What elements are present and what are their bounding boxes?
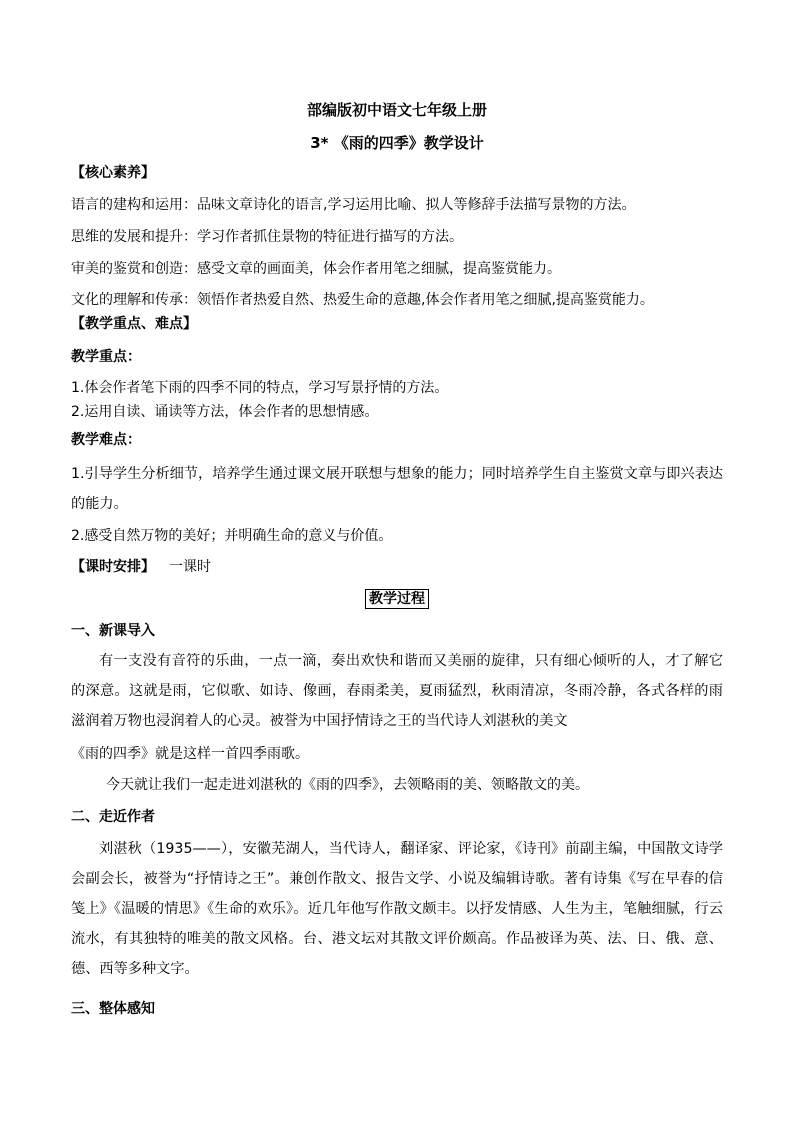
section-1-paragraph-1-tail: 《雨的四季》就是这样一首四季雨歌。 <box>71 746 309 762</box>
section-1-heading: 一、新课导入 <box>71 623 155 639</box>
section-1-paragraph-2: 今天就让我们一起走进刘湛秋的《雨的四季》，去领略雨的美、领略散文的美。 <box>106 777 589 793</box>
difficult-point-2: 2.感受自然万物的美好；并明确生命的意义与价值。 <box>71 528 393 544</box>
key-points-label: 教学重点： <box>71 349 141 365</box>
core-literacy-heading: 【核心素养】 <box>71 165 155 181</box>
core-item-aesthetic: 审美的鉴赏和创造：感受文章的画面美，体会作者用笔之细腻，提高鉴赏能力。 <box>71 261 561 277</box>
teaching-process-row <box>0 589 794 609</box>
schedule-heading: 【课时安排】 <box>71 559 155 575</box>
schedule-value: 一课时 <box>169 559 211 575</box>
schedule-row <box>71 557 723 577</box>
document-title: 部编版初中语文七年级上册 <box>306 101 487 119</box>
focus-heading: 【教学重点、难点】 <box>71 316 197 332</box>
core-item-language: 语言的建构和运用：品味文章诗化的语言,学习运用比喻、拟人等修辞手法描写景物的方法。 <box>71 197 636 213</box>
difficult-point-1: 1.引导学生分析细节，培养学生通过课文展开联想与想象的能力；同时培养学生自主鉴赏文章与即兴表达的能力。 <box>71 466 723 512</box>
key-point-2: 2.运用自读、诵读等方法，体会作者的思想情感。 <box>71 404 379 420</box>
core-item-culture: 文化的理解和传承：领悟作者热爱自然、热爱生命的意趣,体会作者用笔之细腻,提高鉴赏能力。 <box>71 292 654 308</box>
difficult-points-label: 教学难点： <box>71 432 141 448</box>
section-2-heading: 二、走近作者 <box>71 809 155 825</box>
section-2-paragraph: 刘湛秋（1935——），安徽芜湖人，当代诗人，翻译家、评论家，《诗刊》前副主编，中国散文诗学会副会长，被誉为“抒情诗之王”。兼创作散文、报告文学、小说及编辑诗歌。著有诗集《写在早春的信笺上》《温暖的情思》《生命的欢乐》。近几年他写作散文颇丰。以抒发情感、人生为主，笔触细腻，行云流水，有其独特的唯美的散文风格。台、港文坛对其散文评价颇高。作品被译为英、法、日、俄、意、德、西等多种文字。 <box>71 841 723 977</box>
document-subtitle: 3* 《雨的四季》教学设计 <box>310 134 484 152</box>
core-item-thinking: 思维的发展和提升：学习作者抓住景物的特征进行描写的方法。 <box>71 229 463 245</box>
teaching-process-label: 教学过程 <box>365 589 429 609</box>
key-point-1: 1.体会作者笔下雨的四季不同的特点，学习写景抒情的方法。 <box>71 380 449 396</box>
section-3-heading: 三、整体感知 <box>71 1001 155 1017</box>
section-1-paragraph-1: 有一支没有音符的乐曲，一点一滴，奏出欢快和谐而又美丽的旋律，只有细心倾听的人，才了解它的深意。这就是雨，它似歌、如诗、像画，春雨柔美，夏雨猛烈，秋雨清凉，冬雨冷静，各式各样的雨滋润着万物也浸润着人的心灵。被誉为中国抒情诗之王的当代诗人刘湛秋的美文 <box>71 653 723 729</box>
